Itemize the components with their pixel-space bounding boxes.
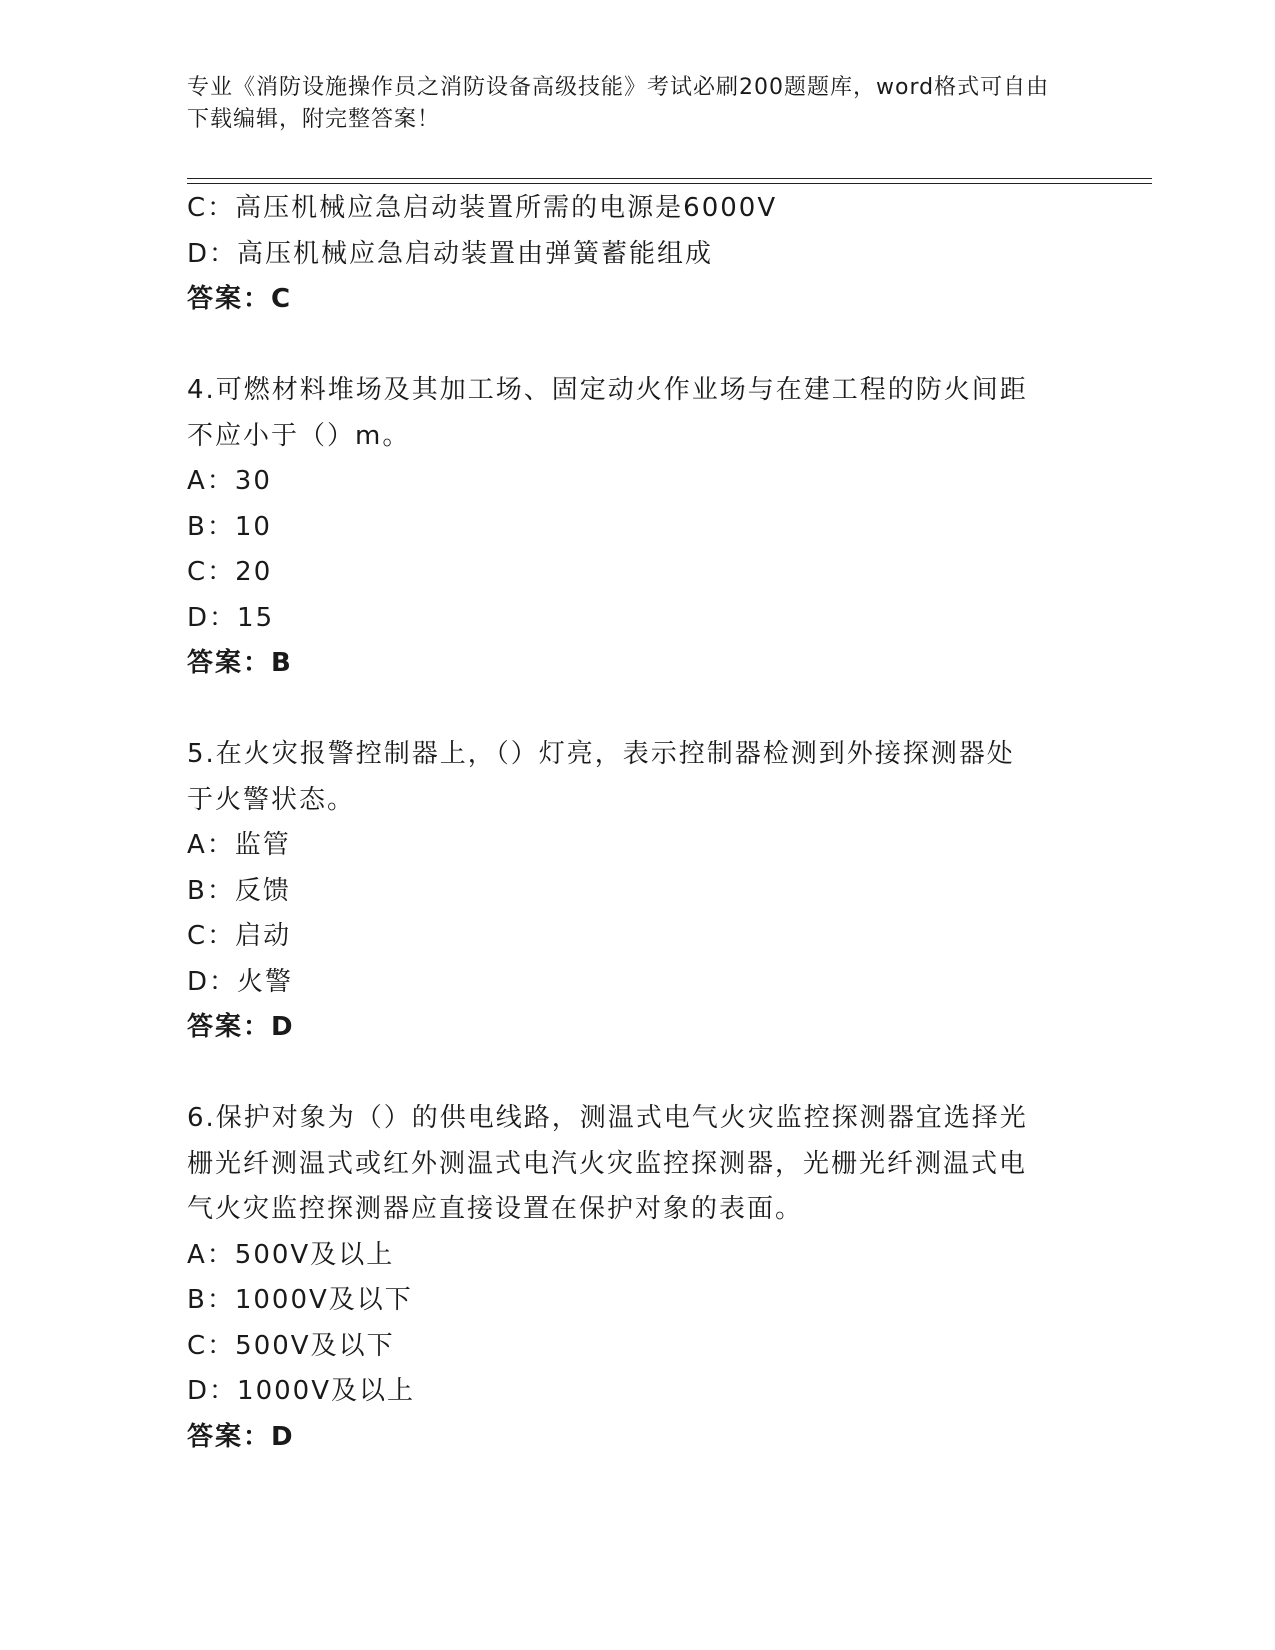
option-b: B：10 [187,511,272,542]
option-c: C：高压机械应急启动装置所需的电源是6000V [187,193,778,223]
option-a: A：监管 [187,830,291,860]
spacer [187,1051,1067,1097]
answer-line: 答案：C [187,284,293,314]
question-4 [187,368,1067,687]
question-text-line: 栅光纤测温式或红外测温式电汽火灾监控探测器，光栅光纤测温式电 [187,1148,1028,1179]
question-text-line: 6.保护对象为（）的供电线路，测温式电气火灾监控探测器宜选择光 [187,1103,1028,1133]
option-b: B：反馈 [187,875,291,906]
question-text-line: 不应小于（）m。 [187,420,411,451]
option-d: D：火警 [187,966,294,997]
spacer [187,687,1067,733]
answer-line: 答案：D [187,1421,295,1452]
option-d: D：高压机械应急启动装置由弹簧蓄能组成 [187,238,714,269]
document-header: 专业《消防设施操作员之消防设备高级技能》考试必刷200题题库，word格式可自由下载编辑，附完整答案！ [187,75,1050,132]
option-d: D：15 [187,602,275,633]
partial-question [187,186,1067,323]
option-d: D：1000V及以上 [187,1376,415,1406]
option-c: C：启动 [187,921,292,951]
option-a: A：30 [187,466,272,496]
question-content [187,186,1067,1460]
question-text-line: 4.可燃材料堆场及其加工场、固定动火作业场与在建工程的防火间距 [187,375,1028,405]
option-a: A：500V及以上 [187,1239,395,1270]
option-c: C：20 [187,557,273,587]
spacer [187,323,1067,369]
option-c: C：500V及以下 [187,1330,395,1361]
question-text-line: 于火警状态。 [187,784,356,815]
question-6 [187,1096,1067,1460]
header-rule-top [187,178,1152,179]
answer-line: 答案：B [187,648,293,678]
question-text-line: 气火灾监控探测器应直接设置在保护对象的表面。 [187,1194,804,1224]
question-text-line: 5.在火灾报警控制器上，（）灯亮，表示控制器检测到外接探测器处 [187,739,1015,769]
answer-line: 答案：D [187,1012,295,1042]
option-b: B：1000V及以下 [187,1285,413,1315]
header-rule-bottom [187,183,1152,184]
question-5 [187,732,1067,1051]
